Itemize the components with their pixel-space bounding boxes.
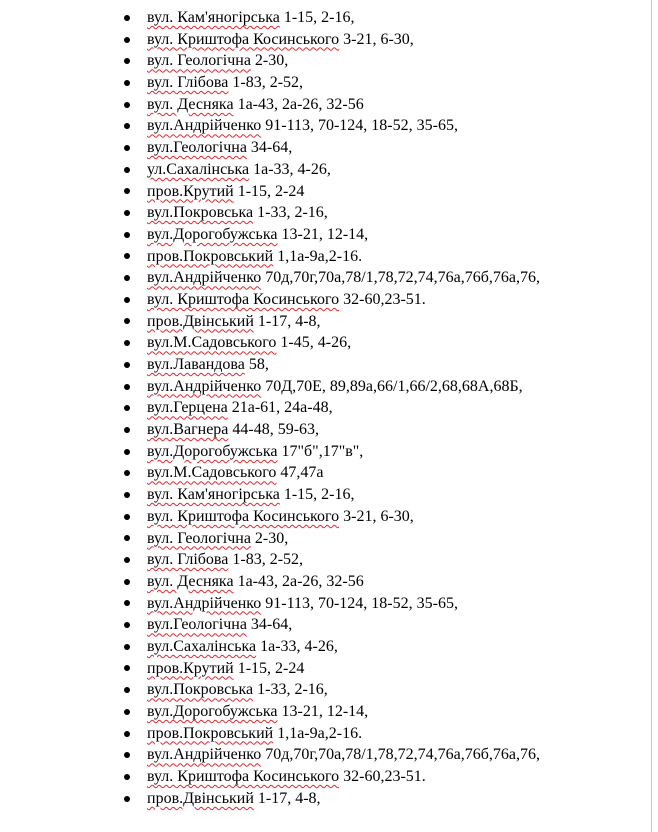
list-item	[0, 397, 540, 419]
street-name: вул. Криштофа Косинського	[147, 768, 340, 786]
list-item	[0, 376, 540, 398]
bullet-icon	[124, 796, 130, 802]
street-name: вул. Криштофа Косинського	[147, 507, 340, 525]
street-name: вул.Покровська	[147, 204, 254, 222]
street-name: вул.Сахалінська	[147, 637, 257, 655]
list-item	[0, 137, 540, 159]
house-numbers: 1а-33, 4-26,	[256, 637, 338, 655]
house-numbers: 1-45, 4-26,	[276, 334, 352, 352]
bullet-icon	[124, 709, 130, 715]
bullet-icon	[124, 297, 130, 303]
house-numbers: 21а-61, 24а-48,	[227, 399, 333, 417]
street-name: вул.Андрійченко	[147, 117, 262, 135]
list-item	[0, 506, 540, 528]
list-item	[0, 701, 540, 723]
list-item	[0, 593, 540, 615]
list-item	[0, 50, 540, 72]
house-numbers: 34-64,	[246, 616, 293, 634]
street-name: вул.Геологічна	[147, 139, 247, 157]
street-name: вул.Андрійченко	[147, 746, 262, 764]
street-name: вул.Герцена	[147, 399, 228, 417]
street-name: вул. Кам'яногірська	[147, 486, 280, 504]
house-numbers: 17"б",17"в",	[277, 442, 364, 460]
bullet-icon	[124, 622, 130, 628]
list-item	[0, 658, 540, 680]
house-numbers: 2-30,	[250, 52, 289, 70]
street-name: вул. Глібова	[147, 74, 229, 92]
bullet-icon	[124, 167, 130, 173]
house-numbers: 1-15, 2-16,	[279, 9, 355, 26]
bullet-icon	[124, 362, 130, 368]
house-numbers: 13-21, 12-14,	[277, 703, 369, 720]
house-numbers: 1-15, 2-24	[233, 182, 305, 200]
street-name: вул. Кам'яногірська	[147, 9, 280, 26]
bullet-icon	[124, 80, 130, 86]
bullet-icon	[124, 731, 130, 737]
street-name: вул.Андрійченко	[147, 377, 262, 395]
list-item	[0, 224, 540, 246]
bullet-icon	[124, 232, 130, 238]
house-numbers: 1,1а-9а,2-16.	[273, 247, 363, 265]
house-numbers: 1-83, 2-52,	[228, 551, 304, 569]
house-numbers: 3-21, 6-30,	[339, 507, 414, 525]
house-numbers: 91-113, 70-124, 18-52, 35-65,	[261, 117, 458, 135]
bullet-icon	[124, 15, 130, 21]
list-item	[0, 311, 540, 333]
bullet-icon	[124, 145, 130, 151]
list-item	[0, 441, 540, 463]
bullet-icon	[124, 384, 130, 390]
bullet-icon	[124, 427, 130, 433]
list-item	[0, 94, 540, 116]
street-name: вул.М.Садовського	[147, 464, 277, 482]
house-numbers: 70д,70г,70а,78/1,78,72,74,76а,76б,76а,76,	[261, 746, 541, 764]
house-numbers: 13-21, 12-14,	[277, 225, 369, 243]
bullet-icon	[124, 514, 130, 520]
street-name: вул.Андрійченко	[147, 594, 262, 612]
bullet-icon	[124, 405, 130, 411]
house-numbers: 1а-33, 4-26,	[249, 160, 331, 178]
street-name: пров.Двінський	[147, 312, 254, 330]
bullet-icon	[124, 470, 130, 476]
bullet-icon	[124, 188, 130, 194]
street-name: вул.Вагнера	[147, 421, 229, 439]
list-item	[0, 202, 540, 224]
list-item	[0, 354, 540, 376]
bullet-icon	[124, 644, 130, 650]
list-item	[0, 744, 540, 766]
list-item	[0, 636, 540, 658]
house-numbers: 70д,70г,70а,78/1,78,72,74,76а,76б,76а,76,	[261, 269, 541, 287]
house-numbers: 32-60,23-51.	[339, 768, 426, 786]
list-item	[0, 289, 540, 311]
list-item	[0, 549, 540, 571]
street-name: вул. Десняка	[147, 572, 234, 590]
list-item	[0, 246, 540, 268]
list-item	[0, 614, 540, 636]
street-name: вул. Криштофа Косинського	[147, 290, 340, 308]
street-name: вул.Геологічна	[147, 616, 247, 634]
list-item	[0, 528, 540, 550]
bullet-icon	[124, 600, 130, 606]
house-numbers: 1а-43, 2а-26, 32-56	[233, 95, 364, 113]
bullet-icon	[124, 579, 130, 585]
house-numbers: 44-48, 59-63,	[228, 421, 320, 439]
street-name: вул.Дорогобужська	[147, 442, 278, 460]
street-name: вул.Дорогобужська	[147, 225, 278, 243]
street-name: вул.Андрійченко	[147, 269, 262, 287]
house-numbers: 34-64,	[246, 139, 293, 157]
street-name: вул.М.Садовського	[147, 334, 277, 352]
bullet-icon	[124, 275, 130, 281]
list-item	[0, 766, 540, 788]
house-numbers: 1-15, 2-24	[233, 659, 305, 677]
bullet-icon	[124, 318, 130, 324]
list-item	[0, 571, 540, 593]
street-name: пров.Покровський	[147, 724, 274, 742]
bullet-icon	[124, 557, 130, 563]
list-item	[0, 332, 540, 354]
list-item	[0, 72, 540, 94]
list-item	[0, 159, 540, 181]
house-numbers: 2-30,	[250, 529, 289, 547]
house-numbers: 32-60,23-51.	[339, 290, 426, 308]
street-name: пров.Двінський	[147, 789, 254, 807]
house-numbers: 1-15, 2-16,	[279, 486, 355, 504]
street-name: пров.Крутий	[147, 182, 234, 200]
bullet-icon	[124, 665, 130, 671]
list-item	[0, 462, 540, 484]
bullet-icon	[124, 58, 130, 64]
street-name: вул. Геологічна	[147, 529, 251, 547]
house-numbers: 58,	[244, 356, 269, 373]
street-name: вул.Лавандова	[147, 356, 245, 373]
house-numbers: 3-21, 6-30,	[339, 30, 414, 48]
street-name: пров.Крутий	[147, 659, 234, 677]
bullet-icon	[124, 752, 130, 758]
bullet-icon	[124, 687, 130, 693]
street-name: ул.Сахалінська	[147, 160, 250, 178]
list-item	[0, 29, 540, 51]
house-numbers: 1-33, 2-16,	[253, 681, 328, 699]
bullet-icon	[124, 123, 130, 129]
street-name: вул. Криштофа Косинського	[147, 30, 340, 48]
list-item	[0, 419, 540, 441]
bullet-icon	[124, 253, 130, 259]
page-edge	[651, 0, 652, 832]
bullet-icon	[124, 535, 130, 541]
house-numbers: 1-17, 4-8,	[253, 312, 321, 330]
house-numbers: 1-83, 2-52,	[228, 74, 304, 92]
street-name: пров.Покровський	[147, 247, 274, 265]
list-item	[0, 484, 540, 506]
list-item	[0, 723, 540, 745]
bullet-icon	[124, 492, 130, 498]
bullet-icon	[124, 102, 130, 108]
bullet-icon	[124, 340, 130, 346]
house-numbers: 70Д,70Е, 89,89а,66/1,66/2,68,68А,68Б,	[261, 377, 523, 395]
list-item	[0, 181, 540, 203]
list-item	[0, 115, 540, 137]
bullet-icon	[124, 210, 130, 216]
bullet-icon	[124, 774, 130, 780]
list-item	[0, 679, 540, 701]
house-numbers: 91-113, 70-124, 18-52, 35-65,	[261, 594, 458, 612]
bullet-icon	[124, 37, 130, 43]
street-name: вул. Глібова	[147, 551, 229, 569]
house-numbers: 1-17, 4-8,	[253, 789, 321, 807]
street-name: вул.Покровська	[147, 681, 254, 699]
street-name: вул. Геологічна	[147, 52, 251, 70]
bullet-icon	[124, 449, 130, 455]
house-numbers: 1а-43, 2а-26, 32-56	[233, 572, 364, 590]
house-numbers: 1-33, 2-16,	[253, 204, 328, 222]
house-numbers: 1,1а-9а,2-16.	[273, 724, 363, 742]
street-list	[0, 7, 540, 809]
list-item	[0, 267, 540, 289]
list-item	[0, 788, 540, 810]
house-numbers: 47,47а	[276, 464, 324, 482]
list-item	[0, 7, 540, 29]
street-name: вул.Дорогобужська	[147, 703, 278, 720]
street-name: вул. Десняка	[147, 95, 234, 113]
